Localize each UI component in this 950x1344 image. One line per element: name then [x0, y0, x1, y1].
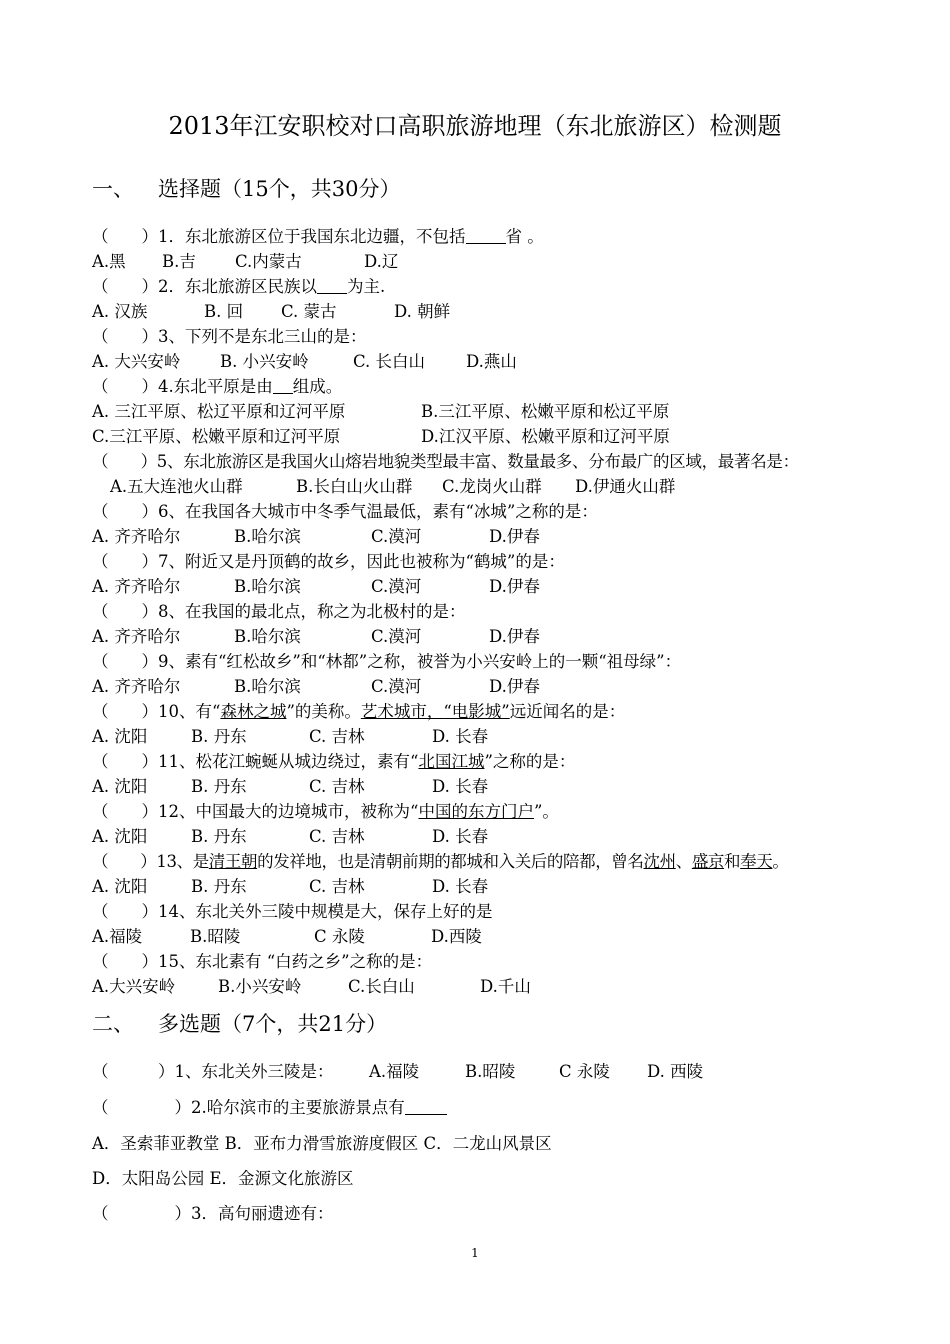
option-c: C.龙岗火山群 [442, 477, 542, 496]
question-text: 。 [772, 852, 789, 871]
option-b: B.哈尔滨 [234, 677, 301, 696]
option-a: A. 三江平原、松辽平原和辽河平原 [92, 402, 346, 421]
option-d: D. 长春 [432, 727, 489, 746]
option-a: A.福陵 [92, 927, 143, 946]
option-c: C.漠河 [371, 577, 422, 596]
answer-blank [405, 1098, 447, 1115]
option-b: B. 丹东 [191, 727, 247, 746]
option-c: C. 吉林 [309, 827, 365, 846]
option-d: D. 长春 [432, 877, 489, 896]
multi-question-2 [92, 1097, 447, 1119]
multi-question-3: （ ）3．高句丽遗迹有： [92, 1204, 334, 1223]
option-d: D. 长春 [432, 777, 489, 796]
option-a: A.黑 [92, 252, 126, 271]
question-11 [92, 751, 575, 773]
page-number: 1 [471, 1246, 479, 1260]
underlined-term: ， [426, 702, 444, 721]
option-d: D.伊通火山群 [575, 477, 676, 496]
option-b: B.哈尔滨 [234, 577, 301, 596]
options-7 [92, 576, 540, 598]
question-text: ”。 [533, 802, 559, 821]
option-b: B.昭陵 [465, 1062, 516, 1081]
question-3: （ ）3、下列不是东北三山的是： [92, 327, 367, 346]
option-b: B. 丹东 [191, 777, 247, 796]
option-c: C 永陵 [314, 927, 365, 946]
question-10 [92, 701, 625, 723]
options-5 [110, 476, 675, 498]
question-9: （ ）9、素有“红松故乡”和“林都”之称，被誉为小兴安岭上的一颗“祖母绿”： [92, 652, 682, 671]
question-text-end: 组成。 [292, 377, 343, 396]
underlined-term: 奉天 [740, 852, 773, 871]
option-a: A. 沈阳 [92, 877, 148, 896]
option-b: B.昭陵 [190, 927, 241, 946]
option-a: A. 齐齐哈尔 [92, 527, 181, 546]
option-d: D.伊春 [489, 677, 540, 696]
option-c: C.漠河 [371, 527, 422, 546]
option-a: A.五大连池火山群 [110, 477, 243, 496]
options-8 [92, 626, 540, 648]
option-a: A. 齐齐哈尔 [92, 577, 181, 596]
option-c: C. 蒙古 [281, 302, 337, 321]
options-13 [92, 876, 488, 898]
option-a: A. 大兴安岭 [92, 352, 181, 371]
section-heading-2 [92, 1008, 387, 1038]
question-12 [92, 801, 559, 823]
option-b: B. 丹东 [191, 827, 247, 846]
question-4 [92, 376, 342, 398]
option-d: D.伊春 [489, 577, 540, 596]
option-c: C.漠河 [371, 627, 422, 646]
options-6 [92, 526, 540, 548]
option-d: D.西陵 [431, 927, 482, 946]
underlined-term: 北国江城 [418, 752, 485, 771]
question-text: （ ）13、是 [92, 852, 209, 871]
multi-question-2-options-row2: D．太阳岛公园 E．金源文化旅游区 [92, 1169, 354, 1188]
underlined-term: 清王朝 [208, 852, 258, 871]
answer-blank [466, 227, 506, 244]
answer-blank [317, 277, 347, 294]
question-text: （ ）11、松花江蜿蜒从城边绕过，素有“ [92, 752, 419, 771]
option-a: A. 沈阳 [92, 827, 148, 846]
option-b: B. 丹东 [191, 877, 247, 896]
options-4-row2 [92, 426, 670, 448]
question-14: （ ）14、东北关外三陵中规模是大，保存上好的是 [92, 902, 493, 921]
option-c: C.漠河 [371, 677, 422, 696]
options-12 [92, 826, 488, 848]
option-a: A. 汉族 [92, 302, 148, 321]
options-10 [92, 726, 488, 748]
option-b: B.哈尔滨 [234, 527, 301, 546]
option-b: B.小兴安岭 [218, 977, 302, 996]
section-label: 选择题（15个，共30分） [158, 177, 401, 201]
question-13 [92, 851, 788, 873]
option-d: D. 西陵 [647, 1062, 704, 1081]
options-14 [92, 926, 482, 948]
option-d: D.江汉平原、松嫩平原和辽河平原 [421, 427, 670, 446]
underlined-term: “电影城” [443, 702, 510, 721]
options-9 [92, 676, 540, 698]
question-text: （ ）4.东北平原是由 [92, 377, 273, 396]
options-4-row1 [92, 401, 669, 423]
option-b: B.三江平原、松嫩平原和松辽平原 [421, 402, 670, 421]
question-text: 和 [724, 852, 741, 871]
option-b: B. 回 [204, 302, 244, 321]
underlined-term: 艺术城市 [360, 702, 427, 721]
option-a: A. 沈阳 [92, 777, 148, 796]
question-text: 的发祥地，也是清朝前期的都城和入关后的陪都，曾名 [257, 852, 644, 871]
option-c: C. 吉林 [309, 877, 365, 896]
question-text-end: 为主. [347, 277, 386, 296]
option-b: B.哈尔滨 [234, 627, 301, 646]
option-d: D.伊春 [489, 527, 540, 546]
option-d: D.燕山 [466, 352, 517, 371]
multi-question-1 [92, 1061, 703, 1083]
option-d: D.千山 [480, 977, 531, 996]
option-b: B.吉 [162, 252, 196, 271]
answer-blank [273, 377, 293, 394]
option-b: B. 小兴安岭 [220, 352, 309, 371]
option-d: D. 朝鲜 [394, 302, 451, 321]
option-c: C. 吉林 [309, 777, 365, 796]
option-a: A.福陵 [369, 1062, 420, 1081]
question-text: （ ）1．东北旅游区位于我国东北边疆，不包括 [92, 227, 466, 246]
question-text: （ ）2．东北旅游区民族以 [92, 277, 317, 296]
option-d: D.伊春 [489, 627, 540, 646]
question-8: （ ）8、在我国的最北点，称之为北极村的是： [92, 602, 466, 621]
question-text-end: 省 。 [505, 227, 544, 246]
option-c: C 永陵 [559, 1062, 610, 1081]
question-1 [92, 226, 544, 248]
option-c: C.三江平原、松嫩平原和辽河平原 [92, 427, 341, 446]
option-a: A. 齐齐哈尔 [92, 627, 181, 646]
question-text: （ ）10、有“ [92, 702, 221, 721]
option-c: C. 吉林 [309, 727, 365, 746]
options-15 [92, 976, 531, 998]
section-number: 一、 [92, 177, 134, 201]
question-15: （ ）15、东北素有 “白药之乡”之称的是： [92, 952, 433, 971]
option-a: A.大兴安岭 [92, 977, 176, 996]
option-d: D.辽 [364, 252, 399, 271]
question-text: （ ）2.哈尔滨市的主要旅游景点有 [92, 1098, 405, 1117]
question-text: ”的美称。 [286, 702, 361, 721]
underlined-term: 沈州 [643, 852, 676, 871]
options-1 [92, 251, 398, 273]
question-6: （ ）6、在我国各大城市中冬季气温最低，素有“冰城”之称的是： [92, 502, 598, 521]
option-c: C. 长白山 [353, 352, 426, 371]
options-2 [92, 301, 450, 323]
underlined-term: 森林之城 [220, 702, 287, 721]
question-text: 、 [675, 852, 692, 871]
option-d: D. 长春 [432, 827, 489, 846]
section-heading-1 [92, 173, 400, 203]
options-3 [92, 351, 517, 373]
question-2 [92, 276, 385, 298]
question-7: （ ）7、附近又是丹顶鹤的故乡，因此也被称为“鹤城”的是： [92, 552, 565, 571]
underlined-term: 盛京 [691, 852, 725, 871]
question-text: 远近闻名的是： [509, 702, 626, 721]
options-11 [92, 776, 488, 798]
option-a: A. 沈阳 [92, 727, 148, 746]
underlined-term: 中国的东方门户 [418, 802, 534, 821]
question-text: （ ）1、东北关外三陵是： [92, 1062, 334, 1081]
section-number: 二、 [92, 1012, 134, 1036]
option-a: A. 齐齐哈尔 [92, 677, 181, 696]
question-text: ”之称的是： [484, 752, 576, 771]
question-5: （ ）5、东北旅游区是我国火山熔岩地貌类型最丰富、数量最多、分布最广的区域，最著名是： [92, 452, 799, 471]
option-c: C.内蒙古 [235, 252, 302, 271]
option-c: C.长白山 [348, 977, 415, 996]
option-b: B.长白山火山群 [296, 477, 413, 496]
question-text: （ ）12、中国最大的边境城市，被称为“ [92, 802, 419, 821]
multi-question-2-options-row1: A．圣索菲亚教堂 B．亚布力滑雪旅游度假区 C．二龙山风景区 [92, 1134, 552, 1153]
page-title: 2013年江安职校对口高职旅游地理（东北旅游区）检测题 [168, 112, 782, 140]
section-label: 多选题（7个，共21分） [158, 1012, 388, 1036]
